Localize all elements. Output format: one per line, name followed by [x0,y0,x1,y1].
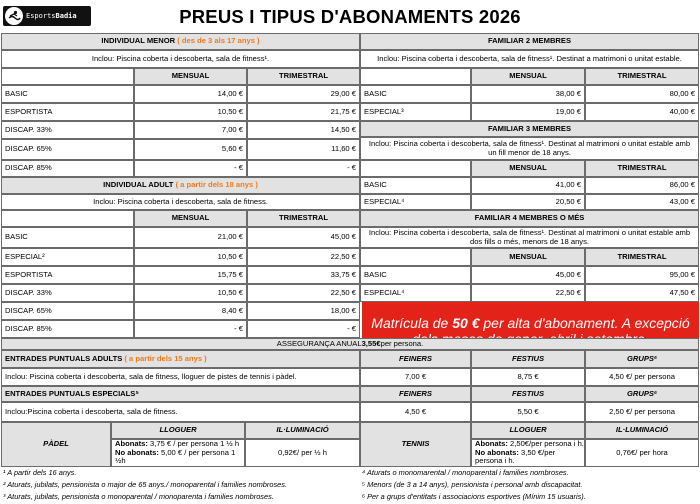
menor-row-mensual: 14,00 € [134,85,247,103]
footnote-2: ² Aturats, jubilats, pensionista o major de 65 anys./ monoparental i families nombroses. [3,480,287,489]
entrades-especials-festius: 5,50 € [471,402,585,422]
entrades-adults-grups: 4,50 €/ per persona [585,368,699,386]
adult-row-name: ESPORTISTA [1,266,134,284]
tennis-col-illuminacio: IL·LUMINACIÓ [585,422,699,439]
menor-row-name: ESPORTISTA [1,103,134,121]
adult-row-name: DISCAP. 85% [1,320,134,338]
adult-row-name: ESPECIAL² [1,248,134,266]
adult-col-mensual: MENSUAL [134,210,247,227]
footnote-6: ⁶ Per a grups d'entitats i associacions esportives (Mínim 15 usuaris). [362,492,586,501]
adult-header: INDIVIDUAL ADULT ( a partir dels 18 anys ) [1,177,360,194]
col-grups: GRUPS⁶ [585,350,699,368]
f2-row-trimestral: 40,00 € [585,103,699,121]
padel-col-illuminacio: IL·LUMINACIÓ [245,422,360,439]
entrades-especials-grups: 2,50 €/ per persona [585,402,699,422]
f4-blank [360,248,471,266]
adult-row-mensual: 8,40 € [134,302,247,320]
logo [3,6,91,26]
f2-col-trimestral: TRIMESTRAL [585,68,699,85]
menor-row-name: DISCAP. 33% [1,121,134,139]
adult-row-name: DISCAP. 33% [1,284,134,302]
adult-row-trimestral: 33,75 € [247,266,360,284]
adult-includes: Inclou: Piscina coberta i descoberta, sala de fitness. [1,194,360,210]
entrades-adults-header: ENTRADES PUNTUALS ADULTS ( a partir dels 15 anys ) [1,350,360,368]
insurance-row: ASSEGURANÇA ANUAL 3,55€ per persona. [1,338,699,350]
footnote-4: ⁴ Aturats o monomarental / monoparental i families nombroses. [362,468,569,477]
menor-row-name: DISCAP. 85% [1,160,134,177]
menor-header: INDIVIDUAL MENOR ( des de 3 als 17 anys ) [1,33,360,50]
adult-row-trimestral: - € [247,320,360,338]
menor-row-mensual: 7,00 € [134,121,247,139]
f4-includes: Inclou: Piscina coberta i descoberta, sala de fitness¹. Destinat al matrimoni o unitat estable amb dos fills o més, menors de 18 anys. [360,227,699,248]
f2-row-mensual: 19,00 € [471,103,585,121]
registration-fee-banner: Matrícula de 50 € per alta d'abonament. A excepció [362,302,699,360]
f2-col-mensual: MENSUAL [471,68,585,85]
col-festius: FESTIUS [471,350,585,368]
f2-row-trimestral: 80,00 € [585,85,699,103]
adult-row-mensual: 10,50 € [134,284,247,302]
page-title: PREUS I TIPUS D'ABONAMENTS 2026 [179,6,521,27]
menor-row-name: DISCAP. 65% [1,139,134,160]
menor-row-trimestral: 21,75 € [247,103,360,121]
f3-blank [360,160,471,177]
adult-row-trimestral: 45,00 € [247,227,360,248]
f4-col-trimestral: TRIMESTRAL [585,248,699,266]
menor-row-trimestral: - € [247,160,360,177]
adult-row-mensual: 21,00 € [134,227,247,248]
f2-blank [360,68,471,85]
f3-col-trimestral: TRIMESTRAL [585,160,699,177]
f3-row-mensual: 20,50 € [471,194,585,210]
f3-header: FAMILIAR 3 MEMBRES [360,121,699,137]
menor-row-mensual: - € [134,160,247,177]
entrades-adults-festius: 8,75 € [471,368,585,386]
padel-illuminacio: 0,92€/ per ½ h [245,439,360,467]
footnote-1: ¹ A partir dels 16 anys. [3,468,77,477]
menor-row-trimestral: 14,50 € [247,121,360,139]
f4-row-mensual: 22,50 € [471,284,585,302]
f2-row-mensual: 38,00 € [471,85,585,103]
f2-row-name: ESPECIAL³ [360,103,471,121]
f3-row-name: ESPECIAL⁴ [360,194,471,210]
menor-row-name: BASIC [1,85,134,103]
menor-col-trimestral: TRIMESTRAL [247,68,360,85]
entrades-adults-feiners: 7,00 € [360,368,471,386]
adult-row-name: BASIC [1,227,134,248]
entrades-adults-includes: Inclou: Piscina coberta i descoberta, sala de fitness, lloguer de pistes de tennis i pàdel. [1,368,360,386]
f4-row-trimestral: 47,50 € [585,284,699,302]
adult-row-mensual: 15,75 € [134,266,247,284]
f2-header: FAMILIAR 2 MEMBRES [360,33,699,50]
f2-includes: Inclou: Piscina coberta i descoberta, sala de fitness¹. Destinat a matrimoni o unitat estable. [360,50,699,68]
f4-col-mensual: MENSUAL [471,248,585,266]
tennis-col-lloguer: LLOGUER [471,422,585,439]
f4-row-mensual: 45,00 € [471,266,585,284]
adult-row-trimestral: 22,50 € [247,284,360,302]
f4-header: FAMILIAR 4 MEMBRES O MÉS [360,210,699,227]
menor-row-trimestral: 11,60 € [247,139,360,160]
f2-row-name: BASIC [360,85,471,103]
padel-label: PÀDEL [1,422,111,467]
f4-row-name: BASIC [360,266,471,284]
logo-text: EsportsBadia [26,12,77,20]
logo-swimmer-icon [5,7,23,25]
f3-row-trimestral: 43,00 € [585,194,699,210]
col-festius: FESTIUS [471,386,585,402]
adult-blank [1,210,134,227]
entrades-especials-includes: Inclou:Piscina coberta i descoberta, sala de fitness. [1,402,360,422]
entrades-especials-feiners: 4,50 € [360,402,471,422]
menor-row-trimestral: 29,00 € [247,85,360,103]
col-grups: GRUPS⁶ [585,386,699,402]
adult-col-trimestral: TRIMESTRAL [247,210,360,227]
padel-lloguer: Abonats: 3,75 € / per persona 1 ½ h No abonats: 5,00 € / per persona 1 ½h [111,439,245,467]
tennis-illuminacio: 0,76€/ per hora [585,439,699,467]
adult-row-name: DISCAP. 65% [1,302,134,320]
tennis-label: TENNIS [360,422,471,467]
menor-row-mensual: 10,50 € [134,103,247,121]
f3-row-name: BASIC [360,177,471,194]
menor-includes: Inclou: Piscina coberta i descoberta, sala de fitness¹. [1,50,360,68]
col-feiners: FEINERS [360,386,471,402]
f3-row-mensual: 41,00 € [471,177,585,194]
padel-col-lloguer: LLOGUER [111,422,245,439]
f4-row-name: ESPECIAL⁴ [360,284,471,302]
menor-col-mensual: MENSUAL [134,68,247,85]
f4-row-trimestral: 95,00 € [585,266,699,284]
f3-row-trimestral: 86,00 € [585,177,699,194]
adult-row-trimestral: 22,50 € [247,248,360,266]
footnote-5: ⁵ Menors (de 3 a 14 anys), pensionista i personal amb discapacitat. [362,480,583,489]
f3-includes: Inclou: Piscina coberta i descoberta, sala de fitness¹. Destinat al matrimoni o unitat estable amb un fill menor de 18 anys. [360,137,699,160]
adult-row-trimestral: 18,00 € [247,302,360,320]
adult-row-mensual: 10,50 € [134,248,247,266]
col-feiners: FEINERS [360,350,471,368]
f3-col-mensual: MENSUAL [471,160,585,177]
footnote-3: ³ Aturats, jubilats, pensionista o monoparental / monoparenta i families nombroses. [3,492,274,501]
tennis-lloguer: Abonats: 2,50€/per persona i h. No abonats: 3,50 €/per persona i h. [471,439,585,467]
menor-row-mensual: 5,60 € [134,139,247,160]
menor-blank [1,68,134,85]
entrades-especials-header: ENTRADES PUNTUALS ESPECIALS⁵ [1,386,360,402]
adult-row-mensual: - € [134,320,247,338]
